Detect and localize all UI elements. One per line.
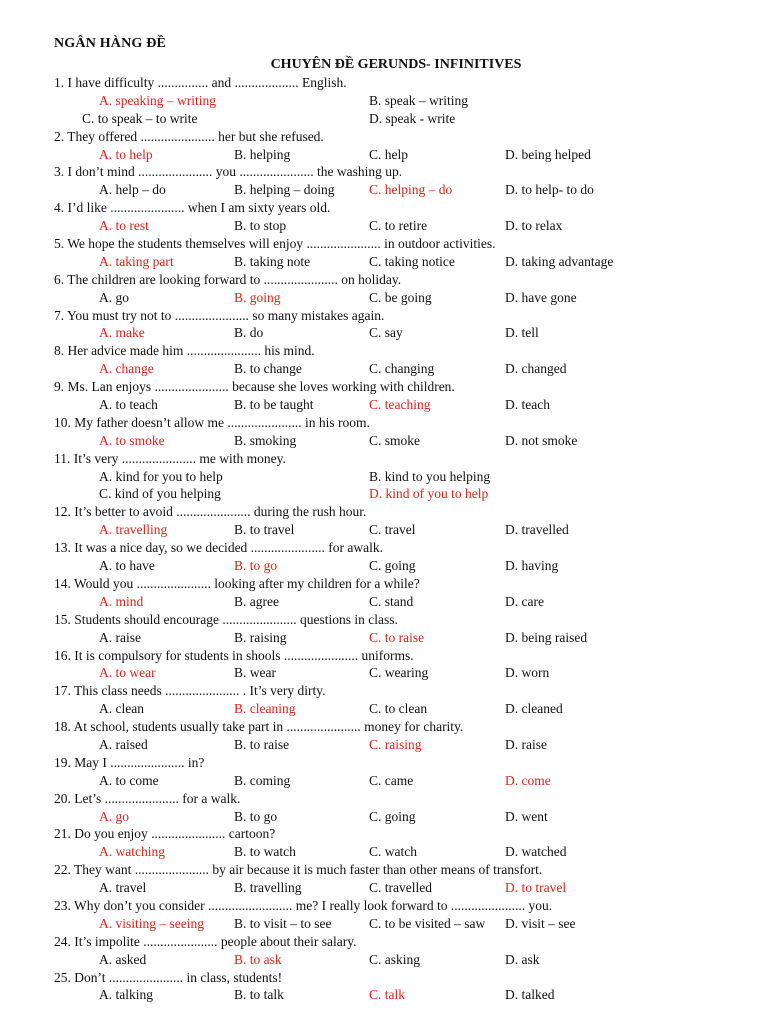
answer-option: B. helping: [234, 146, 291, 162]
answer-option-correct: A. change: [99, 361, 154, 377]
answer-option: C. to retire: [369, 218, 428, 234]
answer-option: A. talking: [99, 987, 153, 1003]
answer-option: C. be going: [369, 289, 432, 305]
question-line: [0, 861, 768, 879]
answer-option: A. raise: [99, 629, 141, 645]
answer-option-correct: A. go: [99, 808, 129, 824]
options-line: [0, 360, 768, 378]
answer-option-correct: B. going: [234, 289, 281, 305]
options-line: [0, 557, 768, 575]
question-text: 1. I have difficulty ............... and ................... English.: [54, 75, 347, 90]
question-line: [0, 790, 768, 808]
options-line: [0, 915, 768, 933]
answer-option: D. worn: [505, 665, 550, 681]
answer-option-correct: A. mind: [99, 593, 144, 609]
answer-option: B. helping – doing: [234, 182, 335, 198]
answer-option: D. to help- to do: [505, 182, 594, 198]
question-text: 9. Ms. Lan enjoys ...................... because she loves working with children.: [54, 379, 455, 395]
options-line: [0, 92, 768, 110]
answer-option-correct: A. to help: [99, 146, 153, 162]
question-line: [0, 307, 768, 325]
answer-option: D. talked: [505, 987, 555, 1003]
answer-option: D. cleaned: [505, 701, 563, 717]
answer-option: B. coming: [234, 772, 291, 788]
answer-option: D. changed: [505, 361, 567, 377]
question-text: 8. Her advice made him ...................... his mind.: [54, 343, 315, 359]
question-text: 6. The children are looking forward to ...................... on holiday.: [54, 271, 402, 287]
answer-option: B. speak – writing: [369, 92, 468, 108]
answer-option: B. to raise: [234, 736, 290, 752]
answer-option-correct: C. helping – do: [369, 182, 453, 198]
answer-option: B. to talk: [234, 987, 284, 1003]
question-line: [0, 342, 768, 360]
options-line: [0, 396, 768, 414]
answer-option-correct: A. visiting – seeing: [99, 915, 204, 931]
question-text: 2. They offered ...................... her but she refused.: [54, 128, 324, 144]
answer-option: B. to go: [234, 808, 278, 824]
options-line: [0, 324, 768, 342]
answer-option: B. do: [234, 325, 264, 341]
answer-option: D. have gone: [505, 289, 577, 305]
answer-option-correct: D. come: [505, 772, 551, 788]
answer-option-correct: A. taking part: [99, 253, 174, 269]
answer-option: B. to travel: [234, 522, 295, 538]
answer-option: A. travel: [99, 880, 147, 896]
question-list: [0, 74, 768, 1004]
options-line: [0, 181, 768, 199]
question-text: 10. My father doesn’t allow me ...................... in his room.: [54, 414, 370, 430]
answer-option: D. ask: [505, 951, 540, 967]
answer-option: D. tell: [505, 325, 539, 341]
answer-option: C. asking: [369, 951, 421, 967]
question-line: [0, 647, 768, 665]
answer-option: C. going: [369, 808, 416, 824]
question-line: [0, 933, 768, 951]
answer-option: B. smoking: [234, 432, 297, 448]
answer-option-correct: D. to travel: [505, 880, 567, 896]
answer-option: B. to watch: [234, 844, 296, 860]
answer-option: D. not smoke: [505, 432, 578, 448]
answer-option: C. help: [369, 146, 408, 162]
answer-option: B. to stop: [234, 218, 287, 234]
question-line: [0, 128, 768, 146]
answer-option-correct: C. raising: [369, 736, 422, 752]
answer-option: B. agree: [234, 593, 279, 609]
answer-option-correct: A. watching: [99, 844, 165, 860]
question-text: 16. It is compulsory for students in shools ...................... uniforms.: [54, 647, 414, 663]
question-line: [0, 503, 768, 521]
answer-option: C. wearing: [369, 665, 429, 681]
options-line: [0, 593, 768, 611]
answer-option-correct: A. to smoke: [99, 432, 165, 448]
answer-option-correct: A. to wear: [99, 665, 156, 681]
question-text: 13. It was a nice day, so we decided ...................... for awalk.: [54, 540, 384, 556]
question-line: [0, 539, 768, 557]
question-line: [0, 611, 768, 629]
answer-option: D. watched: [505, 844, 567, 860]
answer-option: A. to teach: [99, 397, 158, 413]
options-line: [0, 736, 768, 754]
question-text: 20. Let’s ...................... for a walk.: [54, 790, 241, 806]
answer-option: C. stand: [369, 593, 414, 609]
question-line: [0, 754, 768, 772]
answer-option: C. going: [369, 558, 416, 574]
answer-option: D. being helped: [505, 146, 591, 162]
question-text: 19. May I ...................... in?: [54, 754, 205, 770]
answer-option: D. travelled: [505, 522, 569, 538]
question-line: [0, 163, 768, 181]
options-line: [0, 468, 768, 486]
answer-option: A. asked: [99, 951, 147, 967]
question-line: [0, 74, 768, 92]
question-text: 17. This class needs ...................... . It’s very dirty.: [54, 683, 326, 699]
answer-option: C. smoke: [369, 432, 421, 448]
question-text: 24. It’s impolite ...................... people about their salary.: [54, 933, 357, 949]
question-text: 11. It’s very ...................... me with money.: [54, 450, 286, 466]
question-line: [0, 575, 768, 593]
question-text: 15. Students should encourage ...................... questions in class.: [54, 611, 398, 627]
question-line: [0, 199, 768, 217]
answer-option: A. to come: [99, 772, 159, 788]
options-line: [0, 485, 768, 503]
question-text: 21. Do you enjoy ...................... cartoon?: [54, 826, 276, 842]
question-line: [0, 718, 768, 736]
options-line: [0, 986, 768, 1004]
options-line: [0, 432, 768, 450]
answer-option: B. to visit – to see: [234, 915, 332, 931]
question-line: [0, 271, 768, 289]
question-text: 5. We hope the students themselves will enjoy ...................... in outdoor activities.: [54, 236, 496, 252]
options-line: [0, 289, 768, 307]
answer-option: B. kind to you helping: [369, 468, 491, 484]
options-line: [0, 217, 768, 235]
answer-option: C. travel: [369, 522, 416, 538]
answer-option: A. to have: [99, 558, 155, 574]
question-text: 25. Don’t ...................... in class, students!: [54, 969, 283, 985]
answer-option: C. came: [369, 772, 414, 788]
answer-option-correct: B. to go: [234, 558, 278, 574]
question-text: 22. They want ...................... by air because it is much faster than other means of transfort.: [54, 862, 543, 878]
question-line: [0, 378, 768, 396]
answer-option: A. go: [99, 289, 129, 305]
answer-option: D. to relax: [505, 218, 563, 234]
question-text: 12. It’s better to avoid ...................... during the rush hour.: [54, 504, 367, 520]
options-line: [0, 110, 768, 128]
answer-option-correct: C. talk: [369, 987, 405, 1003]
answer-option: C. changing: [369, 361, 435, 377]
answer-option: D. being raised: [505, 629, 588, 645]
options-line: [0, 700, 768, 718]
question-line: [0, 969, 768, 987]
question-text: 23. Why don’t you consider ......................... me? I really look forward to ...................... you.: [54, 897, 553, 913]
options-line: [0, 772, 768, 790]
answer-option: B. travelling: [234, 880, 302, 896]
answer-option: C. to clean: [369, 701, 428, 717]
options-line: [0, 664, 768, 682]
options-line: [0, 521, 768, 539]
question-line: [0, 450, 768, 468]
answer-option-correct: B. to ask: [234, 951, 282, 967]
answer-option: C. taking notice: [369, 253, 455, 269]
options-line: [0, 843, 768, 861]
answer-option-correct: C. teaching: [369, 397, 431, 413]
question-text: 18. At school, students usually take part in ...................... money for charity.: [54, 719, 464, 735]
answer-option-correct: A. travelling: [99, 522, 168, 538]
options-line: [0, 253, 768, 271]
answer-option: D. raise: [505, 736, 547, 752]
answer-option-correct: C. to raise: [369, 629, 425, 645]
answer-option: C. kind of you helping: [99, 486, 221, 502]
bank-title: NGÂN HÀNG ĐỀ: [54, 36, 167, 51]
answer-option: C. watch: [369, 844, 417, 860]
answer-option-correct: B. cleaning: [234, 701, 296, 717]
answer-option: D. care: [505, 593, 544, 609]
options-line: [0, 951, 768, 969]
answer-option: C. travelled: [369, 880, 432, 896]
answer-option-correct: A. make: [99, 325, 145, 341]
options-line: [0, 879, 768, 897]
answer-option: C. to speak – to write: [82, 110, 198, 126]
question-line: [0, 682, 768, 700]
answer-option: A. raised: [99, 736, 148, 752]
question-text: 7. You must try not to ...................... so many mistakes again.: [54, 307, 385, 323]
answer-option: D. went: [505, 808, 548, 824]
answer-option: B. taking note: [234, 253, 311, 269]
answer-option: A. help – do: [99, 182, 166, 198]
options-line: [0, 146, 768, 164]
answer-option: B. wear: [234, 665, 276, 681]
answer-option-correct: A. speaking – writing: [99, 92, 216, 108]
answer-option: C. to be visited – saw: [369, 915, 486, 931]
question-text: 14. Would you ...................... looking after my children for a while?: [54, 575, 420, 591]
answer-option-correct: D. kind of you to help: [369, 486, 489, 502]
answer-option: D. visit – see: [505, 915, 576, 931]
answer-option: D. having: [505, 558, 559, 574]
question-line: [0, 414, 768, 432]
options-line: [0, 629, 768, 647]
question-line: [0, 235, 768, 253]
options-line: [0, 808, 768, 826]
answer-option: B. to change: [234, 361, 302, 377]
question-text: 3. I don’t mind ...................... you ...................... the washing up.: [54, 164, 403, 180]
answer-option: A. clean: [99, 701, 144, 717]
answer-option: D. speak - write: [369, 110, 456, 126]
answer-option: D. taking advantage: [505, 253, 614, 269]
question-line: [0, 897, 768, 915]
question-text: 4. I’d like ...................... when I am sixty years old.: [54, 200, 331, 216]
answer-option: B. to be taught: [234, 397, 314, 413]
question-line: [0, 825, 768, 843]
answer-option-correct: A. to rest: [99, 218, 149, 234]
topic-title: CHUYÊN ĐỀ GERUNDS- INFINITIVES: [270, 57, 522, 72]
answer-option: D. teach: [505, 397, 550, 413]
answer-option: A. kind for you to help: [99, 468, 223, 484]
answer-option: C. say: [369, 325, 403, 341]
answer-option: B. raising: [234, 629, 287, 645]
